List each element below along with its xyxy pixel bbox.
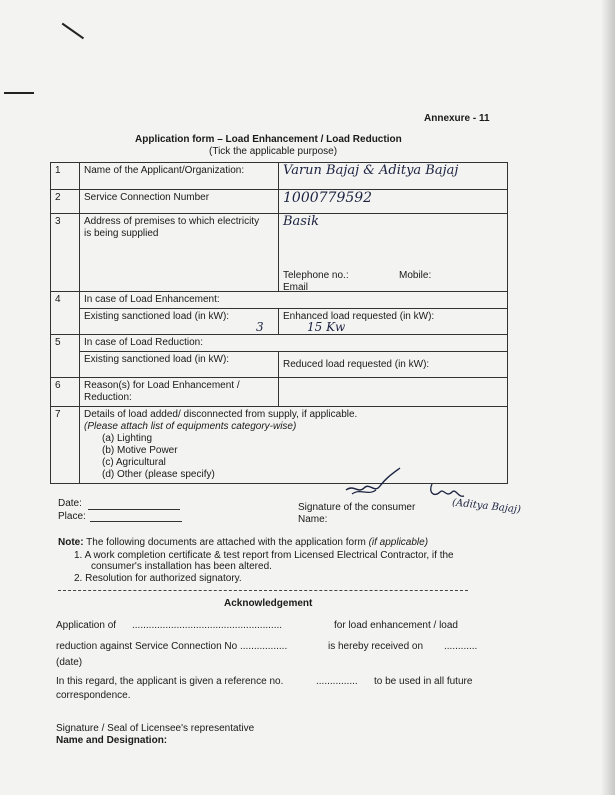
- existing-load-cell[interactable]: [80, 309, 279, 335]
- note-line: [58, 537, 428, 548]
- ack-line-3: [56, 676, 490, 687]
- reason-label-line: Reason(s) for Load Enhancement /: [84, 380, 240, 391]
- ack-text: Application of: [56, 620, 117, 631]
- service-connection-label: Service Connection Number: [80, 190, 279, 214]
- row-enhancement-detail: [51, 309, 508, 335]
- category-item: (d) Other (please specify): [102, 469, 215, 480]
- contact-block: [283, 270, 483, 294]
- category-item: (a) Lighting: [102, 433, 153, 444]
- reduction-existing-cell[interactable]: [80, 352, 279, 378]
- acknowledgement-title: Acknowledgement: [224, 598, 313, 609]
- annexure-label: Annexure - 11: [424, 113, 490, 124]
- consumer-name-handwritten: (Aditya Bajaj): [451, 497, 522, 516]
- row-reduction-head: [51, 335, 508, 352]
- separator-line: [58, 590, 468, 591]
- note-item-2: 2. Resolution for authorized signatory.: [74, 573, 242, 584]
- form-title: Application form – Load Enhancement / Load Reduction: [135, 134, 402, 145]
- row-load-details: [51, 407, 508, 484]
- row-service-connection: [51, 190, 508, 214]
- place-line[interactable]: [90, 521, 182, 522]
- note-text: The following documents are attached with the application form: [86, 537, 366, 548]
- place-label: Place:: [58, 511, 86, 522]
- scan-mark: [62, 23, 84, 39]
- address-cell[interactable]: [279, 214, 508, 292]
- row-reason: [51, 378, 508, 407]
- licensee-signature-label: Signature / Seal of Licensee's representative: [56, 723, 255, 734]
- existing-load-label: Existing sanctioned load (in kW):: [84, 311, 230, 322]
- ack-text: to be used in all future: [374, 676, 473, 687]
- mobile-label: Mobile:: [399, 270, 432, 281]
- signature-label: Signature of the consumer: [298, 502, 416, 513]
- date-label: Date:: [58, 498, 82, 509]
- load-details-label: Details of load added/ disconnected from supply, if applicable.: [84, 409, 358, 420]
- note-item-1-cont: consumer's installation has been altered.: [91, 561, 272, 572]
- reduction-existing-label: Existing sanctioned load (in kW):: [84, 354, 230, 365]
- service-connection-cell[interactable]: [279, 190, 508, 214]
- address-label-line: is being supplied: [84, 228, 159, 239]
- ack-text: reduction against Service Connection No: [56, 641, 238, 652]
- reduced-load-cell[interactable]: [279, 352, 508, 378]
- row-address: [51, 214, 508, 292]
- applicant-label: Name of the Applicant/Organization:: [80, 163, 279, 190]
- ack-text: for load enhancement / load: [334, 620, 458, 631]
- note-text-italic: (if applicable): [368, 537, 429, 548]
- date-line[interactable]: [88, 509, 180, 510]
- address-label: [80, 214, 279, 292]
- load-details-note: (Please attach list of equipments category-wise): [84, 421, 297, 432]
- row-number: 1: [51, 163, 80, 190]
- reduction-heading: In case of Load Reduction:: [80, 335, 508, 352]
- row-number: 5: [51, 335, 80, 378]
- enhanced-load-cell[interactable]: [279, 309, 508, 335]
- note-lead: Note:: [58, 537, 84, 548]
- scan-mark: [4, 92, 34, 94]
- row-enhancement-head: [51, 292, 508, 309]
- ack-reference-blank[interactable]: ...............: [316, 676, 358, 687]
- applicant-value-cell[interactable]: [279, 163, 508, 190]
- telephone-label: Telephone no.:: [283, 270, 349, 281]
- scan-edge-shadow: [601, 0, 615, 795]
- applicant-name-value: Varun Bajaj & Aditya Bajaj: [283, 163, 459, 178]
- note-item-1: 1. A work completion certificate & test report from Licensed Electrical Contractor, if the: [74, 550, 454, 561]
- form-subtitle: (Tick the applicable purpose): [209, 146, 338, 157]
- reason-label: [80, 378, 279, 407]
- row-reduction-detail: [51, 352, 508, 378]
- service-connection-value: 1000779592: [283, 190, 373, 206]
- application-table: [50, 162, 508, 484]
- address-label-line: Address of premises to which electricity: [84, 216, 260, 227]
- enhanced-load-value: 15 Kw: [307, 320, 346, 334]
- email-label: Email: [283, 282, 309, 293]
- ack-line-1: [56, 620, 490, 631]
- row-number: 6: [51, 378, 80, 407]
- row-applicant: [51, 163, 508, 190]
- ack-application-blank[interactable]: ......................................................: [132, 620, 283, 631]
- category-item: (b) Motive Power: [102, 445, 178, 456]
- reduced-load-label: Reduced load requested (in kW):: [283, 359, 430, 370]
- row-number: 2: [51, 190, 80, 214]
- enhancement-heading: In case of Load Enhancement:: [80, 292, 508, 309]
- row-number: 7: [51, 407, 80, 484]
- row-number: 3: [51, 214, 80, 292]
- reason-cell[interactable]: [279, 378, 508, 407]
- ack-service-connection-blank[interactable]: .................: [240, 641, 288, 652]
- ack-text: In this regard, the applicant is given a reference no.: [56, 676, 284, 687]
- ack-line-2: [56, 641, 490, 652]
- signature-scribble-1: [340, 464, 405, 504]
- row-number: 4: [51, 292, 80, 335]
- ack-date-label: (date): [56, 657, 83, 668]
- category-list: [84, 433, 503, 481]
- ack-date-blank[interactable]: ............: [444, 641, 478, 652]
- reason-label-line: Reduction:: [84, 392, 132, 403]
- address-value: Basik: [283, 214, 320, 229]
- licensee-name-label: Name and Designation:: [56, 735, 168, 746]
- ack-correspondence: correspondence.: [56, 690, 131, 701]
- category-item: (c) Agricultural: [102, 457, 166, 468]
- enhanced-load-label: Enhanced load requested (in kW):: [283, 311, 435, 322]
- existing-load-value: 3: [256, 320, 264, 334]
- load-details-cell: [80, 407, 508, 484]
- name-label: Name:: [298, 514, 328, 525]
- ack-text: is hereby received on: [328, 641, 424, 652]
